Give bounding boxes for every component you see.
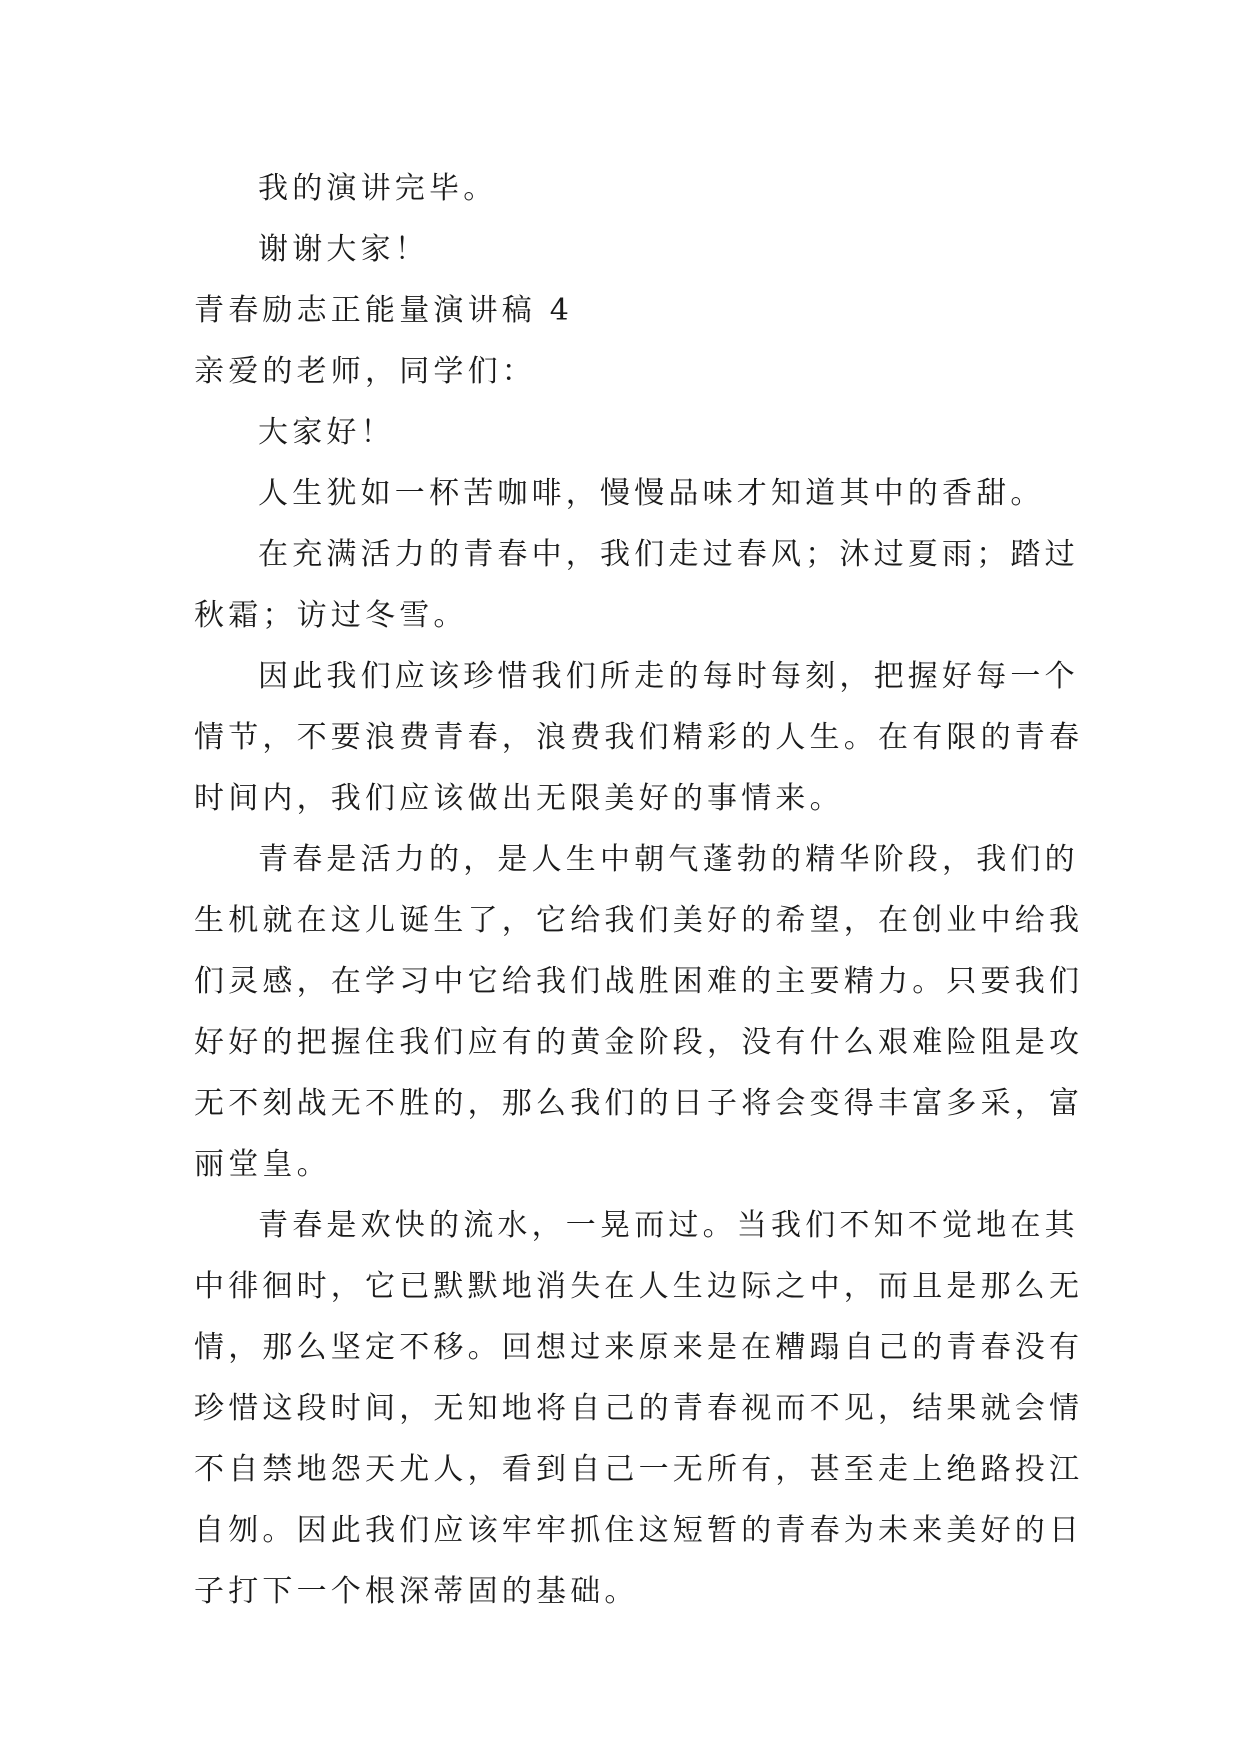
paragraph-line: 子打下一个根深蒂固的基础。	[194, 1574, 639, 1609]
paragraph	[194, 524, 1079, 646]
paragraph-line: 在充满活力的青春中，我们走过春风；沐过夏雨；踏过	[258, 537, 1079, 572]
greeting: 大家好！	[258, 415, 395, 450]
paragraph-line: 青春是活力的，是人生中朝气蓬勃的精华阶段，我们的	[258, 842, 1079, 877]
paragraph-line: 人生犹如一杯苦咖啡，慢慢品味才知道其中的香甜。	[258, 476, 1045, 511]
paragraph-line: 中徘徊时，它已默默地消失在人生边际之中，而且是那么无	[194, 1269, 1084, 1304]
paragraph-line: 情节，不要浪费青春，浪费我们精彩的人生。在有限的青春	[194, 720, 1084, 755]
paragraph-line: 好好的把握住我们应有的黄金阶段，没有什么艰难险阻是攻	[194, 1025, 1084, 1060]
paragraph-line: 丽堂皇。	[194, 1147, 331, 1182]
paragraph-line: 时间内，我们应该做出无限美好的事情来。	[194, 781, 844, 816]
document-body	[194, 158, 1084, 1622]
paragraph-line: 不自禁地怨天尤人，看到自己一无所有，甚至走上绝路投江	[194, 1452, 1084, 1487]
paragraph	[194, 646, 1084, 829]
paragraph-line: 青春是欢快的流水，一晃而过。当我们不知不觉地在其	[258, 1208, 1079, 1243]
paragraph-line: 生机就在这儿诞生了，它给我们美好的希望，在创业中给我	[194, 903, 1084, 938]
paragraph-line: 们灵感，在学习中它给我们战胜困难的主要精力。只要我们	[194, 964, 1084, 999]
paragraph-line: 情，那么坚定不移。回想过来原来是在糟蹋自己的青春没有	[194, 1330, 1084, 1365]
paragraph	[194, 463, 1054, 524]
paragraph-line: 自刎。因此我们应该牢牢抓住这短暂的青春为未来美好的日	[194, 1513, 1084, 1548]
paragraph	[194, 829, 1084, 1195]
closing-line: 我的演讲完毕。	[258, 171, 498, 206]
paragraph-line: 珍惜这段时间，无知地将自己的青春视而不见，结果就会情	[194, 1391, 1084, 1426]
paragraph	[194, 1195, 1084, 1622]
section-heading: 青春励志正能量演讲稿 4	[194, 293, 574, 328]
closing-thanks: 谢谢大家！	[258, 232, 429, 267]
paragraph-line: 秋霜；访过冬雪。	[194, 598, 468, 633]
salutation: 亲爱的老师，同学们：	[194, 354, 536, 389]
paragraph-line: 无不刻战无不胜的，那么我们的日子将会变得丰富多采，富	[194, 1086, 1084, 1121]
paragraph-line: 因此我们应该珍惜我们所走的每时每刻，把握好每一个	[258, 659, 1079, 694]
